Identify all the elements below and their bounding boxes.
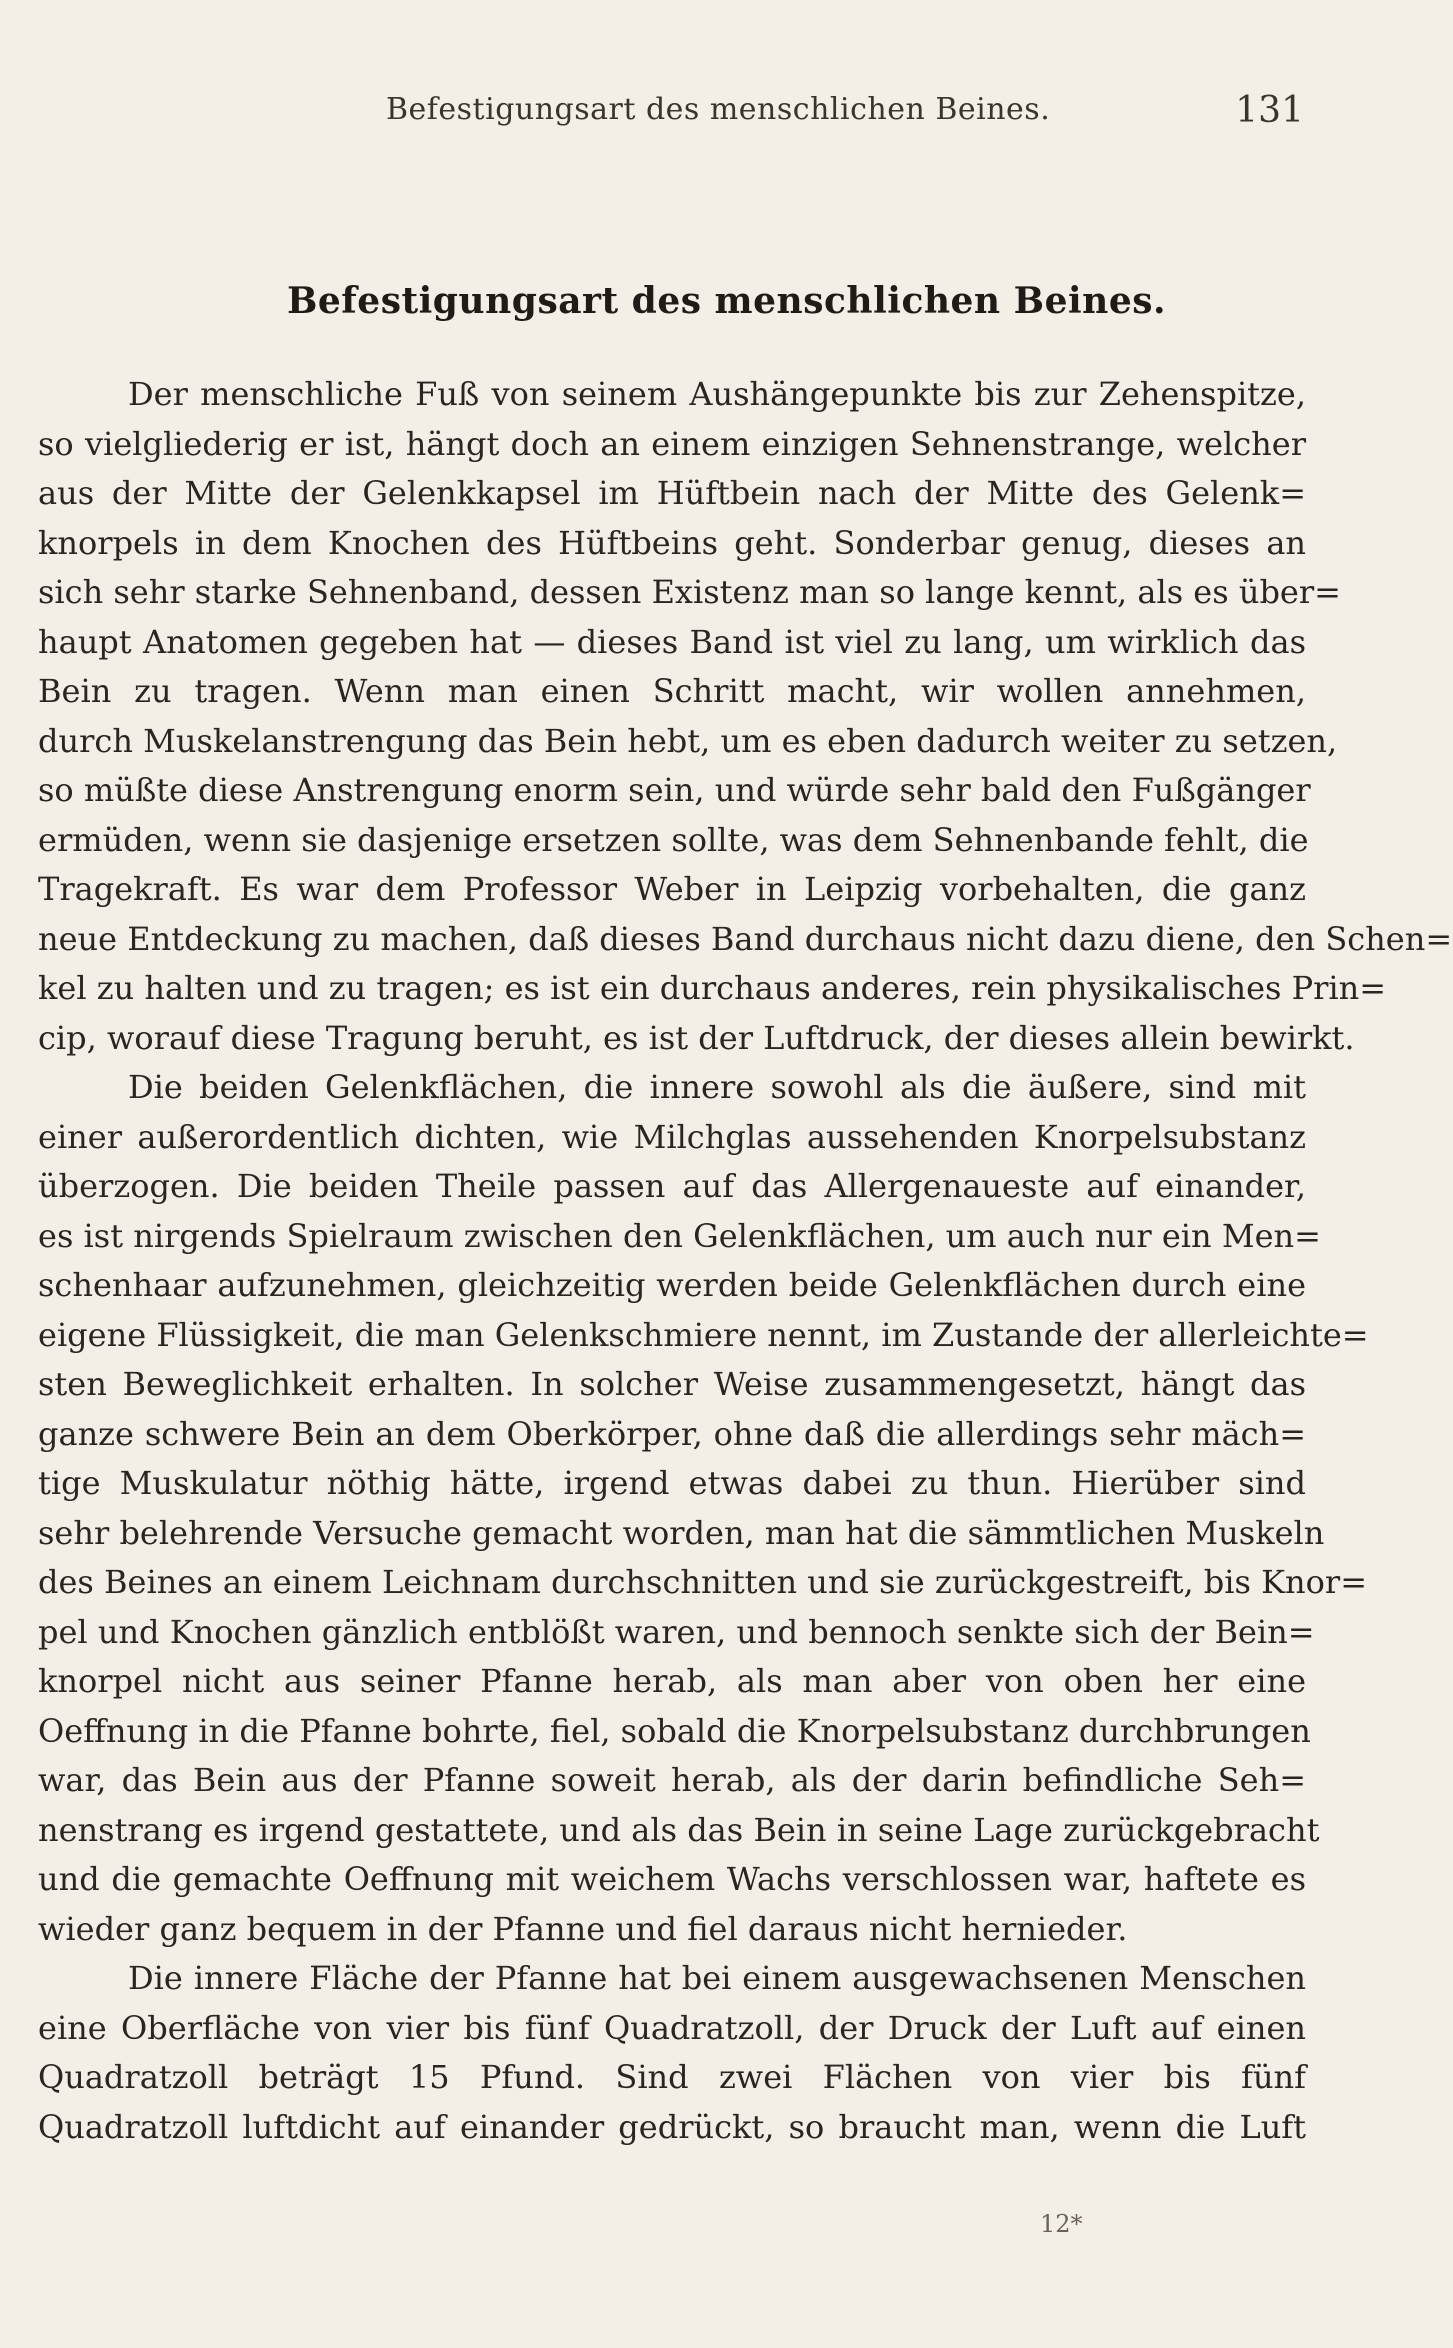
text-line: aus der Mitte der Gelenkkapsel im Hüftbein nach der Mitte des Gelenk= [38, 474, 1306, 512]
text-line: und die gemachte Oeffnung mit weichem Wachs verschlossen war, haftete es [38, 1860, 1306, 1898]
section-heading: Befestigungsart des menschlichen Beines. [286, 280, 1167, 322]
text-line: schenhaar aufzunehmen, gleichzeitig werden beide Gelenkflächen durch eine [38, 1266, 1306, 1304]
text-line: Oeffnung in die Pfanne bohrte, fiel, sobald die Knorpelsubstanz durchbrungen [38, 1711, 1311, 1750]
text-line: knorpels in dem Knochen des Hüftbeins geht. Sonderbar genug, dieses an [38, 523, 1306, 562]
text-line: so vielgliederig er ist, hängt doch an einem einzigen Sehnenstrange, welcher [38, 424, 1306, 463]
text-line: neue Entdeckung zu machen, daß dieses Band durchaus nicht dazu diene, den Schen= [38, 919, 1453, 958]
text-line: knorpel nicht aus seiner Pfanne herab, als man aber von oben her eine [38, 1662, 1306, 1700]
text-line: Bein zu tragen. Wenn man einen Schritt macht, wir wollen annehmen, [38, 672, 1306, 710]
text-line: es ist nirgends Spielraum zwischen den Gelenkflächen, um auch nur ein Men= [38, 1216, 1321, 1255]
page-number: 131 [1235, 90, 1304, 131]
text-line: des Beines an einem Leichnam durchschnitten und sie zurückgestreift, bis Knor= [38, 1563, 1367, 1601]
text-line: Die innere Fläche der Pfanne hat bei einem ausgewachsenen Menschen [128, 1959, 1306, 1997]
text-line: war, das Bein aus der Pfanne soweit herab, als der darin befindliche Seh= [38, 1761, 1306, 1799]
text-line: eine Oberfläche von vier bis fünf Quadratzoll, der Druck der Luft auf einen [38, 2008, 1306, 2047]
body-text [38, 370, 1453, 2152]
text-line: kel zu halten und zu tragen; es ist ein durchaus anderes, rein physikalisches Prin= [38, 969, 1387, 1007]
text-line: cip, worauf diese Tragung beruht, es ist der Luftdruck, der dieses allein bewirkt. [38, 1018, 1355, 1057]
text-line: sich sehr starke Sehnenband, dessen Existenz man so lange kennt, als es über= [38, 573, 1341, 611]
text-line: überzogen. Die beiden Theile passen auf das Allergenaueste auf einander, [38, 1167, 1306, 1205]
running-head-title: Befestigungsart des menschlichen Beines. [386, 92, 1051, 127]
text-line: tige Muskulatur nöthig hätte, irgend etwas dabei zu thun. Hierüber sind [38, 1464, 1306, 1502]
text-line: haupt Anatomen gegeben hat — dieses Band ist viel zu lang, um wirklich das [38, 622, 1306, 661]
text-line: so müßte diese Anstrengung enorm sein, und würde sehr bald den Fußgänger [38, 771, 1311, 809]
text-line: Die beiden Gelenkflächen, die innere sowohl als die äußere, sind mit [128, 1068, 1306, 1106]
text-line: sten Beweglichkeit erhalten. In solcher Weise zusammengesetzt, hängt das [38, 1365, 1306, 1403]
text-line: Quadratzoll luftdicht auf einander gedrückt, so braucht man, wenn die Luft [38, 2107, 1306, 2146]
running-head [386, 92, 1304, 142]
text-line: ermüden, wenn sie dasjenige ersetzen sollte, was dem Sehnenbande fehlt, die [38, 820, 1309, 859]
text-line: Tragekraft. Es war dem Professor Weber in Leipzig vorbehalten, die ganz [38, 870, 1306, 908]
text-line: nenstrang es irgend gestattete, und als das Bein in seine Lage zurückgebracht [38, 1810, 1320, 1849]
text-line: einer außerordentlich dichten, wie Milchglas aussehenden Knorpelsubstanz [38, 1117, 1306, 1156]
text-line: eigene Flüssigkeit, die man Gelenkschmiere nennt, im Zustande der allerleichte= [38, 1315, 1369, 1354]
text-line: Quadratzoll beträgt 15 Pfund. Sind zwei Flächen von vier bis fünf [38, 2058, 1306, 2096]
text-line: Der menschliche Fuß von seinem Aushängepunkte bis zur Zehenspitze, [128, 375, 1306, 413]
signature-mark: 12* [1040, 2210, 1083, 2238]
text-line: ganze schwere Bein an dem Oberkörper, ohne daß die allerdings sehr mäch= [38, 1414, 1306, 1453]
text-line: pel und Knochen gänzlich entblößt waren, und bennoch senkte sich der Bein= [38, 1612, 1315, 1651]
text-line: wieder ganz bequem in der Pfanne und fiel daraus nicht hernieder. [38, 1909, 1128, 1948]
text-line: sehr belehrende Versuche gemacht worden, man hat die sämmtlichen Muskeln [38, 1513, 1325, 1552]
text-line: durch Muskelanstrengung das Bein hebt, um es eben dadurch weiter zu setzen, [38, 721, 1338, 760]
